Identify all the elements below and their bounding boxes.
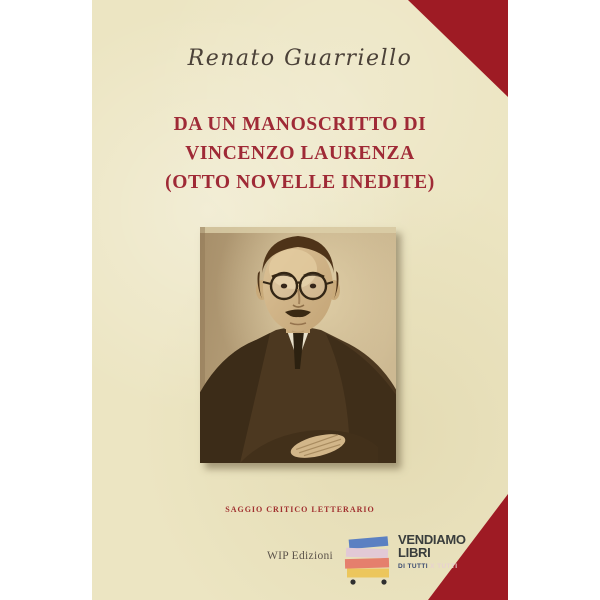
- logo-line-2: LIBRI: [398, 544, 431, 560]
- genre-label: SAGGIO CRITICO LETTERARIO: [225, 505, 375, 514]
- book-cover: [92, 0, 508, 600]
- portrait-photo: [200, 227, 396, 463]
- logo-line-1: VENDIAMO: [398, 532, 466, 547]
- logo-tagline: [398, 563, 466, 570]
- book-stack-cart-icon: [344, 536, 394, 586]
- title-line-1: DA UN MANOSCRITTO DI: [173, 114, 427, 135]
- sepia-portrait-man-round-glasses-icon: [200, 227, 396, 463]
- author-name: Renato Guarriello: [187, 46, 413, 71]
- title-line-2: VINCENZO LAURENZA: [185, 143, 415, 164]
- publisher-name: WIP Edizioni: [266, 550, 334, 562]
- vendiamo-libri-logo: [344, 534, 504, 588]
- book-title: [92, 110, 508, 197]
- logo-tagline-part2: X TUTTI: [430, 563, 458, 570]
- logo-tagline-part1: DI TUTTI: [398, 563, 428, 570]
- logo-text-block: [398, 534, 466, 570]
- title-line-3: (OTTO NOVELLE INEDITE): [165, 172, 435, 193]
